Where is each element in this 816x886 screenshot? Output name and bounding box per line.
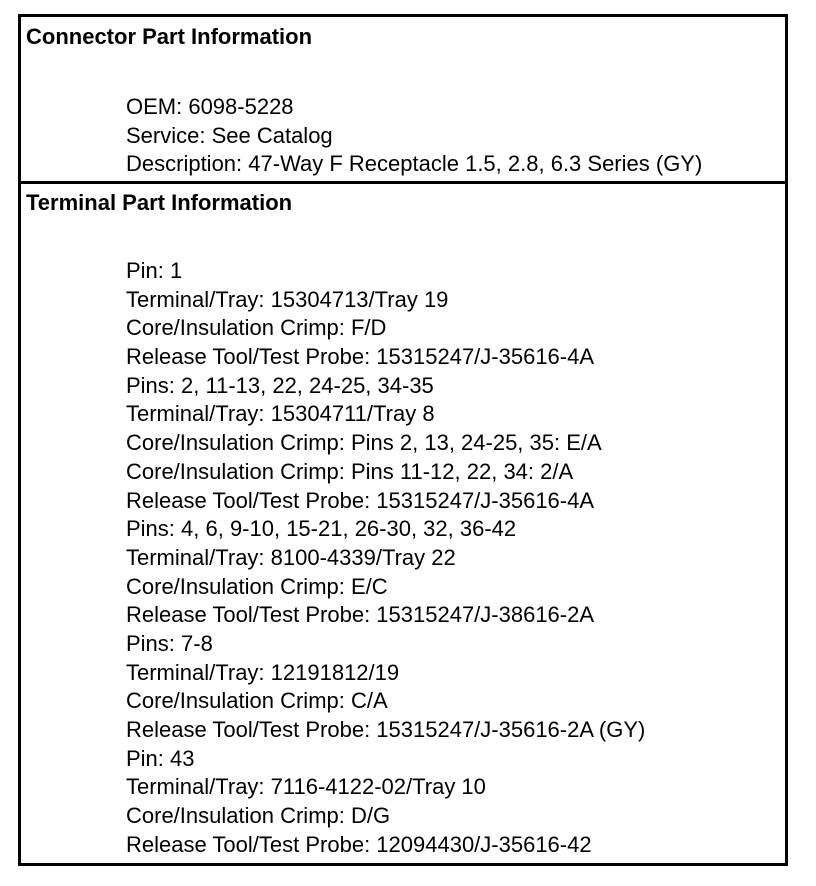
terminal-line: Core/Insulation Crimp: F/D bbox=[126, 315, 387, 341]
terminal-line: Terminal/Tray: 15304711/Tray 8 bbox=[126, 401, 435, 427]
terminal-part-section bbox=[21, 184, 785, 866]
terminal-line: Core/Insulation Crimp: D/G bbox=[126, 803, 391, 829]
terminal-line: Pins: 7-8 bbox=[126, 630, 213, 656]
connector-part-heading: Connector Part Information bbox=[26, 24, 313, 49]
connector-part-section bbox=[21, 17, 785, 184]
terminal-line: Release Tool/Test Probe: 15315247/J-38616-2A bbox=[126, 602, 595, 628]
terminal-line: Core/Insulation Crimp: Pins 11-12, 22, 34: 2/A bbox=[126, 458, 574, 484]
connector-description-line: Description: 47-Way F Receptacle 1.5, 2.8, 6.3 Series (GY) bbox=[126, 151, 703, 177]
terminal-line: Core/Insulation Crimp: Pins 2, 13, 24-25, 35: E/A bbox=[126, 430, 602, 456]
terminal-line: Pin: 1 bbox=[126, 258, 183, 283]
connector-info-table bbox=[18, 14, 788, 866]
terminal-line: Pin: 43 bbox=[126, 745, 195, 771]
terminal-line: Release Tool/Test Probe: 15315247/J-35616-2A (GY) bbox=[126, 717, 646, 742]
terminal-line: Terminal/Tray: 15304713/Tray 19 bbox=[126, 286, 449, 312]
terminal-line: Core/Insulation Crimp: C/A bbox=[126, 688, 388, 714]
connector-service-line: Service: See Catalog bbox=[126, 122, 333, 148]
terminal-part-heading: Terminal Part Information bbox=[26, 190, 293, 215]
terminal-line: Terminal/Tray: 12191812/19 bbox=[126, 659, 400, 685]
terminal-line: Terminal/Tray: 7116-4122-02/Tray 10 bbox=[126, 774, 486, 800]
terminal-line: Terminal/Tray: 8100-4339/Tray 22 bbox=[126, 544, 456, 570]
terminal-line: Core/Insulation Crimp: E/C bbox=[126, 573, 388, 599]
terminal-part-lines bbox=[126, 256, 645, 858]
connector-part-lines bbox=[126, 92, 702, 178]
terminal-line: Pins: 2, 11-13, 22, 24-25, 34-35 bbox=[126, 372, 434, 398]
connector-oem-line: OEM: 6098-5228 bbox=[126, 94, 294, 119]
terminal-line: Release Tool/Test Probe: 12094430/J-35616-42 bbox=[126, 831, 592, 857]
terminal-line: Release Tool/Test Probe: 15315247/J-35616-4A bbox=[126, 487, 595, 513]
terminal-line: Pins: 4, 6, 9-10, 15-21, 26-30, 32, 36-42 bbox=[126, 516, 517, 542]
terminal-line: Release Tool/Test Probe: 15315247/J-35616-4A bbox=[126, 344, 595, 370]
